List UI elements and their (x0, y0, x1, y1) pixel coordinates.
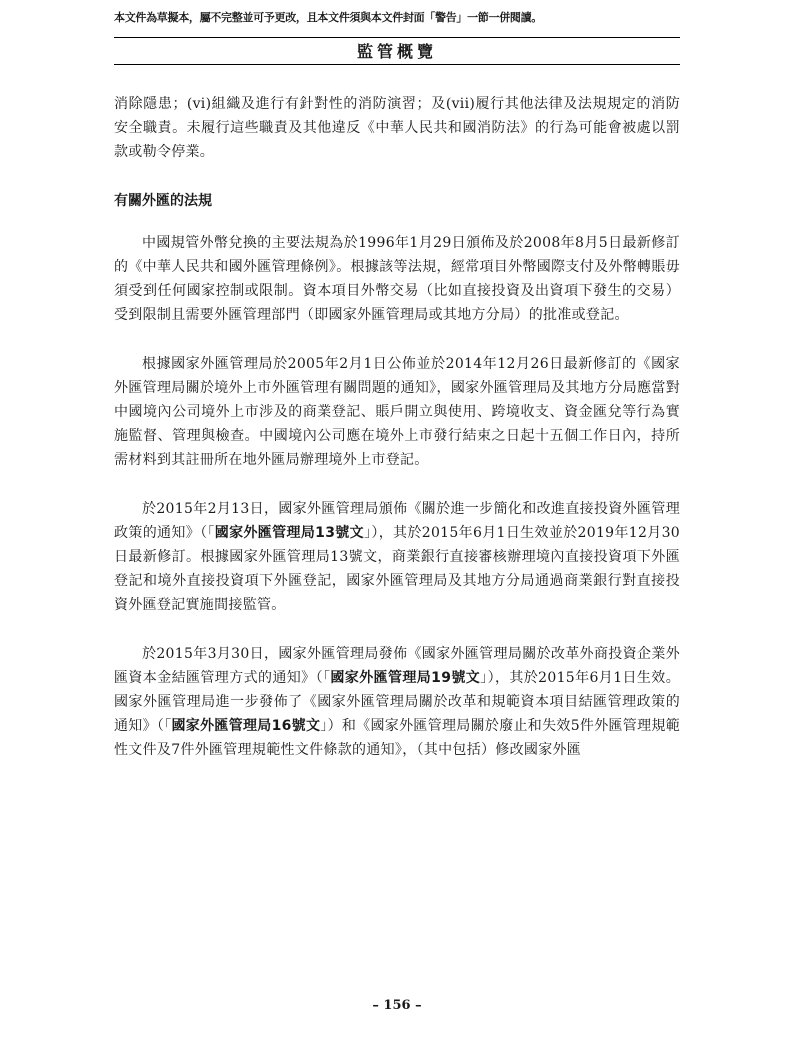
circular-19-text-middle: 」），其於2015年6月1日生效。國家外匯管理局進一步發佈了《國家外匯管理局關於改革和規範資本項目結匯管理政策的通知》（「 (114, 670, 680, 734)
paragraph-circular-19-16 (114, 642, 680, 762)
draft-disclaimer: 本文件為草擬本，屬不完整並可予更改，且本文件須與本文件封面「警告」一節一併閱讀。 (114, 11, 542, 24)
circular-19-text-before: 於2015年3月30日，國家外匯管理局發佈《國家外匯管理局關於改革外商投資企業外匯資本金結匯管理方式的通知》（「 (114, 646, 680, 686)
page-number: – 156 – (372, 998, 422, 1013)
defined-term-circular-19: 國家外匯管理局19號文 (330, 670, 481, 686)
section-heading: 有關外匯的法規 (114, 193, 212, 209)
paragraph-circular-13 (114, 497, 680, 617)
defined-term-circular-16: 國家外匯管理局16號文 (171, 718, 321, 734)
circular-16-text-after: 」）和《國家外匯管理局關於廢止和失效5件外匯管理規範性文件及7件外匯管理規範性文件條款的通知》，（其中包括）修改國家外匯 (114, 718, 681, 758)
document-body (114, 92, 680, 787)
title-rule (114, 64, 680, 65)
section-title: 監管概覽 (356, 42, 437, 61)
paragraph-forex-regulations: 中國規管外幣兌換的主要法規為於1996年1月29日頒佈及於2008年8月5日最新修訂的《中華人民共和國外匯管理條例》。根據該等法規，經常項目外幣國際支付及外幣轉賬毋須受到任何國家控制或限制。資本項目外幣交易（比如直接投資及出資項下發生的交易）受到限制且需要外匯管理部門（即國家外匯管理局或其地方分局）的批准或登記。 (114, 235, 680, 323)
circular-13-text-after: 」），其於2015年6月1日生效並於2019年12月30日最新修訂。根據國家外匯管理局13號文，商業銀行直接審核辦理境內直接投資項下外匯登記和境外直接投資項下外匯登記，國家外匯管理局及其地方分局通過商業銀行對直接投資外匯登記實施間接監管。 (114, 525, 680, 613)
paragraph-overseas-listing: 根據國家外匯管理局於2005年2月1日公佈並於2014年12月26日最新修訂的《國家外匯管理局關於境外上市外匯管理有關問題的通知》，國家外匯管理局及其地方分局應當對中國境內公司境外上市涉及的商業登記、賬戶開立與使用、跨境收支、資金匯兌等行為實施監督、管理與檢查。中國境內公司應在境外上市發行結束之日起十五個工作日內，持所需材料到其註冊所在地外匯局辦理境外上市登記。 (114, 356, 680, 468)
circular-13-text-before: 於2015年2月13日，國家外匯管理局頒佈《關於進一步簡化和改進直接投資外匯管理政策的通知》（「 (114, 501, 680, 541)
continued-paragraph: 消除隱患；(vi)組織及進行有針對性的消防演習；及(vii)履行其他法律及法規規定的消防安全職責。未履行這些職責及其他違反《中華人民共和國消防法》的行為可能會被處以罰款或勒令停業。 (114, 96, 680, 160)
header-rule (114, 37, 680, 38)
defined-term-circular-13: 國家外匯管理局13號文 (214, 525, 365, 541)
